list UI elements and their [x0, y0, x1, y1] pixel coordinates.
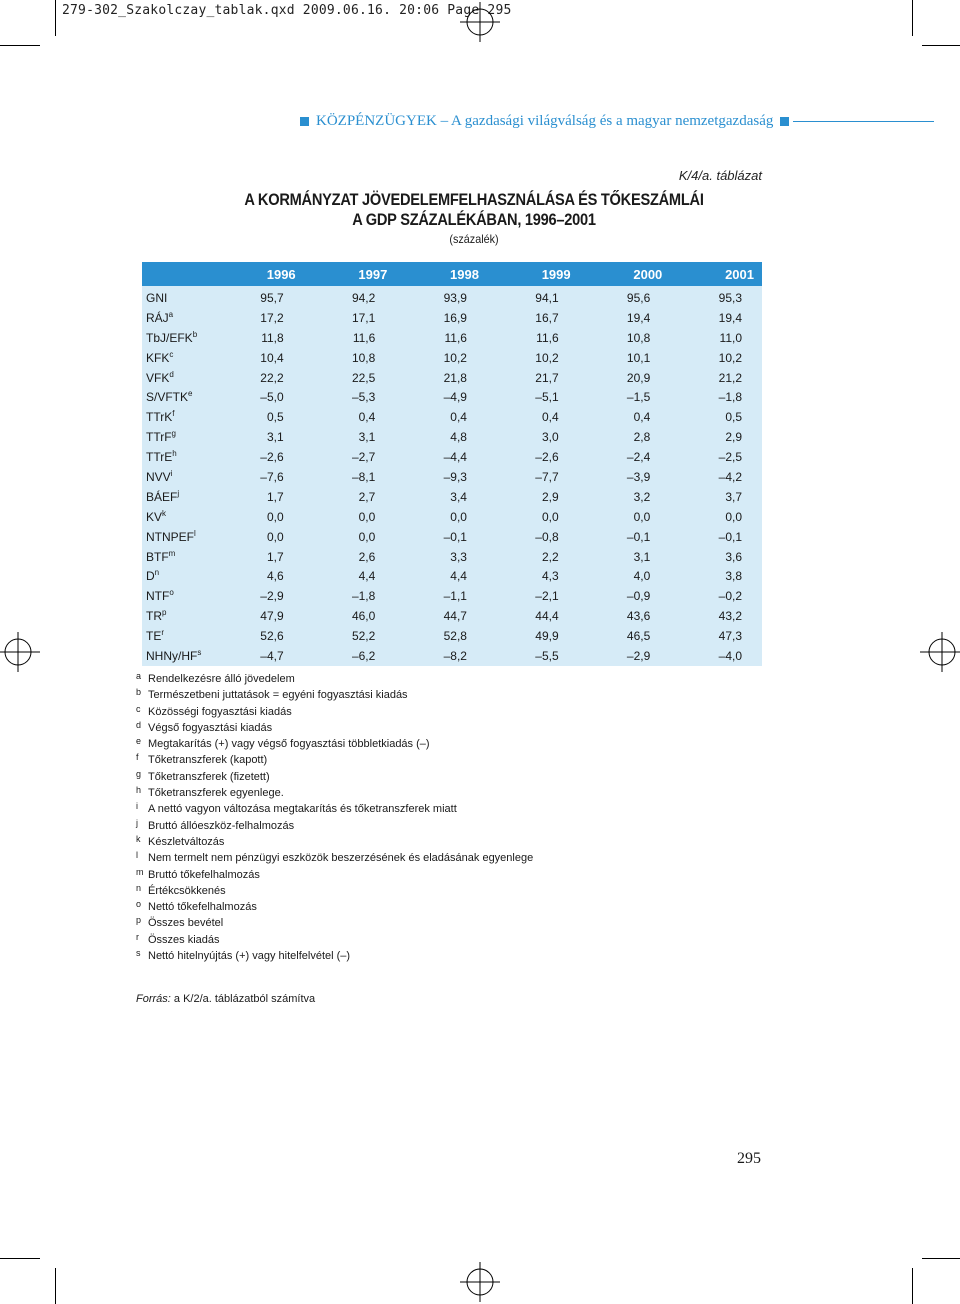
footnote-text: Közösségi fogyasztási kiadás [148, 705, 292, 718]
row-label: $TR^p$ [146, 608, 167, 624]
table-row [142, 387, 762, 407]
table-cell: –4,2 [718, 469, 742, 484]
table-cell: 11,0 [719, 330, 742, 345]
footnotes [136, 671, 696, 964]
registration-mark-right [920, 632, 960, 672]
title-unit: (százalék) [449, 232, 499, 246]
row-label: BTF$^m$ [146, 548, 176, 564]
table-cell: –8,2 [443, 648, 467, 663]
table-cell: 4,8 [450, 430, 467, 445]
table-cell: 10,2 [718, 350, 742, 365]
square-bullet-icon [300, 117, 309, 126]
footnote-marker: l [194, 528, 196, 538]
table-cell: 4,0 [633, 569, 651, 584]
table-cell: –2,5 [718, 450, 742, 465]
footnote [136, 915, 696, 931]
row-label: TbJ/EFK$^b$ [146, 329, 198, 345]
footnote-marker: i [170, 468, 173, 478]
footnote-marker: n [154, 568, 160, 578]
running-head-text: KÖZPÉNZÜGYEK – A gazdasági világválság és a magyar nemzetgazdaság [316, 112, 774, 129]
table-row [142, 467, 762, 487]
footnote-text: Bruttó tőkefelhalmozás [148, 868, 260, 881]
table-cell: 4,4 [450, 569, 467, 584]
table-cell: –2,9 [260, 589, 284, 604]
table-row [142, 407, 762, 427]
table-cell: 3,4 [450, 489, 467, 504]
footnote [136, 883, 696, 899]
footnote-text: Tőketranszferek (kapott) [148, 754, 268, 767]
row-label: VFK$^d$ [146, 369, 174, 385]
footnote [136, 867, 696, 883]
footnote [136, 720, 696, 736]
header-corner [142, 262, 212, 286]
table-cell: –1,8 [718, 390, 742, 405]
footnote-text: Megtakarítás (+) vagy végső fogyasztási többletkiadás (–) [148, 738, 430, 751]
running-head-rule [793, 121, 934, 122]
table-cell: 0,4 [358, 410, 376, 425]
table-cell: 95,7 [260, 290, 284, 305]
footnote [136, 899, 696, 915]
footnote-mark: c [136, 703, 141, 714]
table-cell: 47,9 [260, 609, 284, 624]
table-cell: –2,4 [626, 450, 651, 465]
footnote [136, 769, 696, 785]
footnote-mark: p [136, 915, 142, 926]
year-header: 2000 [579, 262, 671, 286]
crop-mark-top-right-h [922, 45, 960, 46]
table-cell: 94,1 [535, 290, 559, 305]
footnote-marker: b [192, 329, 198, 339]
row-label: BÁEF$^j$ [146, 488, 180, 504]
footnote [136, 850, 696, 866]
table-cell: 52,2 [351, 629, 376, 644]
footnote-mark: s [136, 948, 141, 959]
table-cell: 43,2 [718, 609, 742, 624]
table-cell: 22,2 [260, 370, 284, 385]
table-row [142, 447, 762, 467]
footnote-mark: j [136, 817, 138, 828]
table-cell: 17,2 [260, 310, 284, 325]
square-bullet-icon [780, 117, 789, 126]
footnote-text: Értékcsökkenés [148, 884, 226, 897]
table-cell: 2,9 [541, 489, 559, 504]
footnote-text: Nettó tőkefelhalmozás [148, 901, 257, 914]
footnote-mark: f [136, 752, 139, 763]
row-label: TTrE$^h$ [146, 449, 177, 465]
table-cell: 94,2 [351, 290, 376, 305]
table-row [142, 487, 762, 507]
source-label: Forrás: [136, 993, 171, 1005]
footnote [136, 704, 696, 720]
table-cell: 10,4 [260, 350, 284, 365]
table-cell: 21,7 [535, 370, 559, 385]
table-cell: –0,2 [718, 589, 742, 604]
table-cell: 3,0 [541, 430, 559, 445]
footnote [136, 785, 696, 801]
footnote [136, 752, 696, 768]
table-cell: 46,0 [351, 609, 376, 624]
source-text: a K/2/a. táblázatból számítva [170, 993, 316, 1005]
footnote [136, 801, 696, 817]
year-header: 1997 [304, 262, 396, 286]
table-cell: 3,7 [725, 489, 742, 504]
table-row [142, 626, 762, 646]
running-head [300, 112, 934, 130]
registration-mark-bottom [460, 1262, 500, 1302]
table-cell: 0,0 [358, 529, 376, 544]
table-cell: 0,5 [725, 410, 742, 425]
crop-mark-bottom-left-h [0, 1258, 40, 1259]
table-cell: 2,6 [358, 549, 376, 564]
table-row [142, 566, 762, 586]
footnote-mark: n [136, 882, 142, 893]
table-title [142, 190, 806, 246]
footnote-mark: r [136, 931, 139, 942]
table-cell: 20,9 [626, 370, 651, 385]
footnote-text: Összes bevétel [148, 917, 224, 930]
footnote-text: A nettó vagyon változása megtakarítás és tőketranszferek miatt [148, 803, 457, 816]
footnote [136, 834, 696, 850]
table-cell: 0,0 [266, 529, 284, 544]
footnote [136, 736, 696, 752]
table-cell: –0,1 [626, 529, 651, 544]
year-header: 1996 [212, 262, 304, 286]
table-cell: 11,8 [261, 330, 284, 345]
table-cell: 3,3 [450, 549, 467, 564]
row-label: NHNy/$HF^s$ [146, 647, 202, 663]
table-cell: 44,7 [443, 609, 467, 624]
footnote [136, 932, 696, 948]
table-cell: 0,0 [541, 509, 559, 524]
table-cell: –6,2 [351, 648, 376, 663]
footnote-marker: a [168, 309, 174, 319]
footnote-marker: c [169, 349, 174, 359]
table-cell: –5,1 [535, 390, 559, 405]
table-cell: 10,8 [626, 330, 651, 345]
footnote-mark: h [136, 785, 142, 796]
table-cell: 22,5 [351, 370, 376, 385]
crop-mark-top-right [912, 0, 913, 36]
footnote-mark: l [136, 850, 138, 861]
table-row [142, 368, 762, 388]
row-label: NTNPEF$^l$ [146, 528, 196, 544]
footnote-marker: m [168, 548, 176, 558]
year-header: 1998 [395, 262, 487, 286]
crop-mark-top-left-h [0, 45, 40, 46]
table-cell: –2,7 [351, 450, 376, 465]
crop-mark-bottom-left [55, 1268, 56, 1304]
row-label: RÁJ$^a$ [146, 309, 174, 325]
row-label: TTrF$^g$ [146, 429, 176, 445]
table-cell: –4,7 [260, 648, 284, 663]
table-cell: 16,9 [443, 310, 467, 325]
table-cell: 3,2 [633, 489, 651, 504]
footnote-mark: m [136, 866, 144, 877]
footnote-text: Nem termelt nem pénzügyi eszközök beszerzésének és eladásának egyenlege [148, 852, 534, 865]
footnote-marker: s [197, 647, 202, 657]
footnote [136, 948, 696, 964]
table-cell: –5,5 [535, 648, 559, 663]
table-cell: 11,6 [352, 330, 376, 345]
crop-mark-bottom-right-h [922, 1258, 960, 1259]
footnote [136, 687, 696, 703]
row-label: KFK$^c$ [146, 349, 174, 365]
table-cell: 0,0 [725, 509, 742, 524]
footnote-text: Végső fogyasztási kiadás [148, 721, 273, 734]
table-cell: 3,6 [725, 549, 742, 564]
table-cell: 52,8 [443, 629, 467, 644]
table-cell: 21,2 [718, 370, 742, 385]
registration-mark-left [0, 632, 40, 672]
table-cell: 43,6 [626, 609, 651, 624]
footnote-marker: f [172, 409, 175, 419]
print-slug: 279-302_Szakolczay_tablak.qxd 2009.06.16. 20:06 Page 295 [62, 3, 512, 18]
table-cell: 95,3 [718, 290, 742, 305]
table-cell: 0,0 [450, 509, 467, 524]
table-cell: 10,2 [443, 350, 467, 365]
footnote-text: Tőketranszferek egyenlege. [148, 787, 284, 800]
footnote-mark: a [136, 671, 142, 681]
table-cell: 10,2 [535, 350, 559, 365]
table-cell: –1,5 [626, 390, 651, 405]
table-cell: 1,7 [266, 549, 284, 564]
footnote-mark: d [136, 719, 142, 730]
table-cell: 0,5 [266, 410, 284, 425]
source-note [136, 993, 315, 1005]
footnote-mark: e [136, 736, 142, 747]
footnote-marker: j [177, 488, 180, 498]
data-table [142, 262, 762, 666]
title-line-1: A KORMÁNYZAT JÖVEDELEMFELHASZNÁLÁSA ÉS TŐKESZÁMLÁI [244, 190, 704, 209]
table-row [142, 427, 762, 447]
footnote-mark: g [136, 768, 142, 779]
row-label: NVV$^i$ [146, 468, 173, 484]
table-cell: 0,4 [633, 410, 651, 425]
footnote-marker: o [169, 588, 174, 598]
table-cell: 46,5 [626, 629, 651, 644]
table-cell: 1,7 [266, 489, 284, 504]
year-header: 1999 [487, 262, 579, 286]
footnote-mark: i [136, 801, 138, 812]
footnote-text: Készletváltozás [148, 835, 225, 848]
table-cell: –9,3 [443, 469, 467, 484]
footnote-marker: h [172, 449, 177, 459]
table-cell: 16,7 [535, 310, 559, 325]
header-row [142, 262, 762, 286]
table-row [142, 507, 762, 527]
table-cell: –1,1 [443, 589, 467, 604]
table-cell: 47,3 [718, 629, 742, 644]
table-row [142, 348, 762, 368]
row-label: NTF$^o$ [146, 588, 174, 604]
table-cell: –2,1 [535, 589, 559, 604]
page-number: 295 [737, 1150, 761, 1167]
table-id: K/4/a. táblázat [678, 168, 762, 183]
table-cell: 19,4 [626, 310, 651, 325]
footnote-mark: o [136, 899, 142, 910]
table-cell: 52,6 [260, 629, 284, 644]
title-line-2: A GDP SZÁZALÉKÁBAN, 1996–2001 [352, 210, 596, 229]
table-cell: 10,1 [626, 350, 651, 365]
table-cell: 3,1 [633, 549, 651, 564]
footnote-text: Rendelkezésre álló jövedelem [148, 673, 295, 685]
table-cell: 3,8 [725, 569, 742, 584]
table-row [142, 606, 762, 626]
table-cell: 93,9 [443, 290, 467, 305]
table-row [142, 308, 762, 328]
table-cell: –4,9 [443, 390, 467, 405]
table-cell: –2,6 [260, 450, 284, 465]
table-cell: 10,8 [351, 350, 376, 365]
footnote [136, 818, 696, 834]
table-cell: –1,8 [351, 589, 376, 604]
table-cell: 3,1 [266, 430, 284, 445]
table-cell: –3,9 [626, 469, 651, 484]
table-cell: 2,9 [725, 430, 742, 445]
crop-mark-bottom-right [912, 1268, 913, 1304]
table-cell: 0,0 [633, 509, 651, 524]
footnote-mark: k [136, 833, 141, 844]
footnote-text: Nettó hitelnyújtás (+) vagy hitelfelvétel (–) [148, 950, 351, 963]
table-cell: 3,1 [358, 430, 376, 445]
table-row [142, 547, 762, 567]
row-label: TTrK$^f$ [146, 409, 175, 425]
table-cell: 95,6 [626, 290, 651, 305]
footnote-marker: r [161, 628, 165, 638]
table-cell: –0,8 [535, 529, 559, 544]
table-row [142, 286, 762, 308]
footnote-text: Tőketranszferek (fizetett) [148, 770, 270, 783]
row-label: $TE^r$ [146, 628, 165, 644]
table-cell: 19,4 [718, 310, 742, 325]
table-cell: 21,8 [443, 370, 467, 385]
table-cell: 2,2 [541, 549, 559, 564]
table-cell: –2,6 [535, 450, 559, 465]
table-cell: –0,9 [626, 589, 651, 604]
table-cell: 17,1 [351, 310, 376, 325]
table-cell: –2,9 [626, 648, 651, 663]
footnote [136, 671, 696, 687]
table-cell: 2,8 [633, 430, 651, 445]
table-cell: –4,4 [443, 450, 467, 465]
row-label: $D^n$ [146, 568, 160, 584]
table-cell: 4,3 [541, 569, 559, 584]
table-cell: –4,0 [718, 648, 742, 663]
table-cell: 11,6 [444, 330, 467, 345]
table-cell: –8,1 [351, 469, 376, 484]
crop-mark-top-left [55, 0, 56, 36]
registration-mark-top [460, 2, 500, 42]
table-row [142, 328, 762, 348]
row-label: S/VFTK$^e$ [146, 389, 193, 405]
footnote-text: Összes kiadás [148, 933, 220, 946]
table-row [142, 646, 762, 666]
table-cell: 0,0 [266, 509, 284, 524]
table-cell: 0,4 [450, 410, 467, 425]
table-cell: 11,6 [536, 330, 559, 345]
footnote-marker: e [188, 389, 193, 399]
footnote-marker: p [162, 608, 167, 618]
row-label: $KV^k$ [146, 508, 167, 524]
table-cell: 4,6 [266, 569, 284, 584]
table-cell: –5,0 [260, 390, 284, 405]
footnote-text: Bruttó állóeszköz-felhalmozás [148, 819, 295, 832]
table-row [142, 527, 762, 547]
table-row [142, 586, 762, 606]
table-cell: 0,0 [358, 509, 376, 524]
year-header: 2001 [670, 262, 762, 286]
row-label: GNI [146, 290, 168, 305]
table-cell: 0,4 [541, 410, 559, 425]
table-cell: –0,1 [443, 529, 467, 544]
table-cell: 44,4 [535, 609, 559, 624]
footnote-marker: k [162, 508, 167, 518]
table-cell: 4,4 [358, 569, 376, 584]
footnote-mark: b [136, 687, 142, 698]
footnote-marker: d [169, 369, 174, 379]
table-cell: 49,9 [535, 629, 559, 644]
footnote-marker: g [171, 429, 176, 439]
table-cell: 2,7 [358, 489, 376, 504]
table-cell: –5,3 [351, 390, 376, 405]
table-cell: –7,7 [535, 469, 559, 484]
table-cell: –0,1 [718, 529, 742, 544]
table-cell: –7,6 [260, 469, 284, 484]
footnote-text: Természetbeni juttatások = egyéni fogyasztási kiadás [148, 689, 408, 702]
